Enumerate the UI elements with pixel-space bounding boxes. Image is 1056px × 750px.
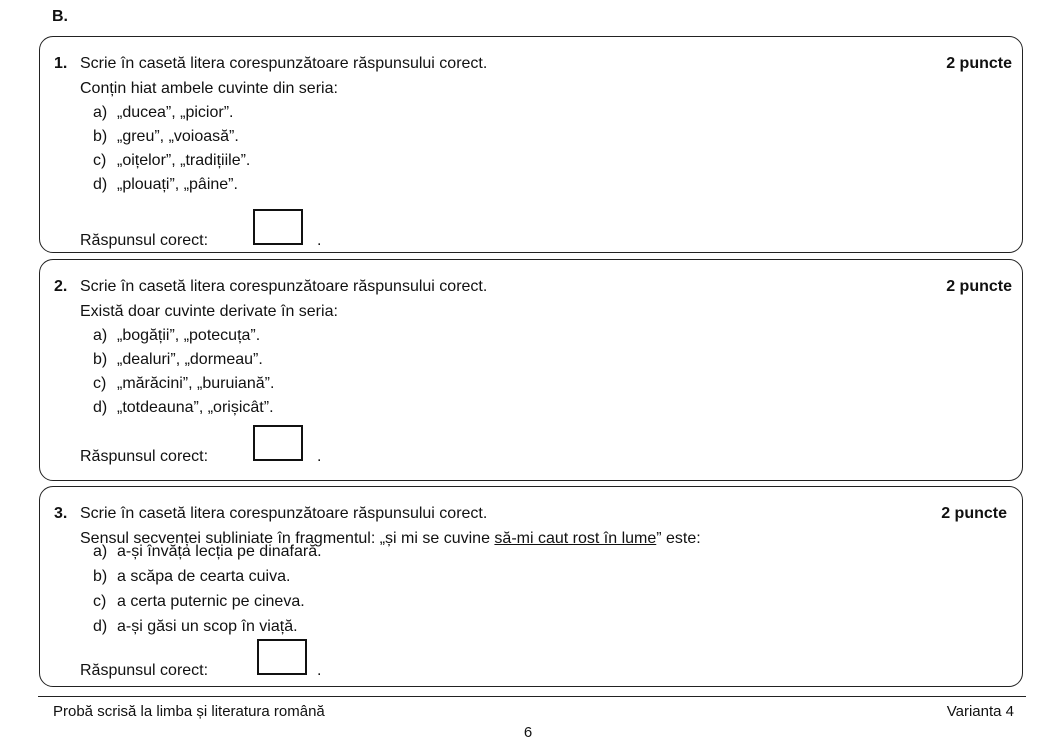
answer-period: .: [317, 448, 322, 465]
answer-label: Răspunsul corect:: [80, 662, 209, 679]
answer-label: Răspunsul corect:: [80, 448, 209, 465]
question-number: 3.: [54, 505, 68, 522]
option-d: [93, 399, 274, 417]
option-d: [93, 176, 238, 194]
answer-box[interactable]: [253, 425, 303, 461]
footer-exam-title: Probă scrisă la limba și literatura română: [53, 703, 325, 720]
option-text: „bogății”, „potecuța”.: [117, 327, 261, 344]
answer-period: .: [317, 662, 322, 679]
option-text: „oițelor”, „tradițiile”.: [117, 152, 251, 169]
option-text: a certa puternic pe cineva.: [117, 593, 305, 610]
option-a: [93, 327, 260, 345]
question-number: 1.: [54, 55, 68, 72]
option-text: „dealuri”, „dormeau”.: [117, 351, 263, 368]
question-2-box: [39, 259, 1023, 481]
question-1-box: [39, 36, 1023, 253]
option-b: [93, 351, 263, 369]
option-a: [93, 543, 322, 561]
question-instruction: Scrie în casetă litera corespunzătoare răspunsului corect.: [80, 505, 488, 522]
footer-variant: Varianta 4: [946, 703, 1014, 720]
question-stem: Conțin hiat ambele cuvinte din seria:: [80, 80, 338, 97]
option-letter: c): [93, 593, 107, 610]
question-instruction: Scrie în casetă litera corespunzătoare răspunsului corect.: [80, 55, 488, 72]
answer-box[interactable]: [253, 209, 303, 245]
option-text: „mărăcini”, „buruiană”.: [117, 375, 275, 392]
footer-divider: [38, 696, 1026, 697]
option-text: a-și învăța lecția pe dinafară.: [117, 543, 322, 560]
question-points: 2 puncte: [946, 55, 1012, 72]
option-text: „ducea”, „picior”.: [117, 104, 234, 121]
option-b: [93, 568, 290, 586]
stem-text-end: ” este:: [656, 530, 701, 547]
underlined-sequence: să-mi caut rost în lume: [494, 530, 657, 547]
question-stem: Există doar cuvinte derivate în seria:: [80, 303, 338, 320]
option-c: [93, 152, 250, 170]
option-letter: b): [93, 128, 108, 145]
option-letter: d): [93, 399, 108, 416]
option-text: a scăpa de cearta cuiva.: [117, 568, 291, 585]
option-text: a-și găsi un scop în viață.: [117, 618, 298, 635]
option-text: „totdeauna”, „orișicât”.: [117, 399, 274, 416]
option-letter: d): [93, 618, 108, 635]
option-b: [93, 128, 239, 146]
option-d: [93, 618, 298, 636]
page-number: 6: [523, 724, 533, 741]
answer-box[interactable]: [257, 639, 307, 675]
option-letter: a): [93, 104, 108, 121]
question-number: 2.: [54, 278, 68, 295]
option-letter: c): [93, 152, 107, 169]
option-letter: d): [93, 176, 108, 193]
question-instruction: Scrie în casetă litera corespunzătoare răspunsului corect.: [80, 278, 488, 295]
question-points: 2 puncte: [941, 505, 1007, 522]
question-3-box: [39, 486, 1023, 687]
stem-text: Sensul secvenței subliniate în fragmentul: „și mi se cuvine: [80, 530, 495, 547]
option-c: [93, 593, 305, 611]
option-letter: b): [93, 351, 108, 368]
option-letter: c): [93, 375, 107, 392]
option-c: [93, 375, 274, 393]
option-a: [93, 104, 233, 122]
option-letter: a): [93, 543, 108, 560]
answer-label: Răspunsul corect:: [80, 232, 209, 249]
option-text: „plouați”, „pâine”.: [117, 176, 238, 193]
answer-period: .: [317, 232, 322, 249]
option-letter: b): [93, 568, 108, 585]
option-text: „greu”, „voioasă”.: [117, 128, 239, 145]
question-points: 2 puncte: [946, 278, 1012, 295]
option-letter: a): [93, 327, 108, 344]
section-label: B.: [52, 8, 68, 25]
